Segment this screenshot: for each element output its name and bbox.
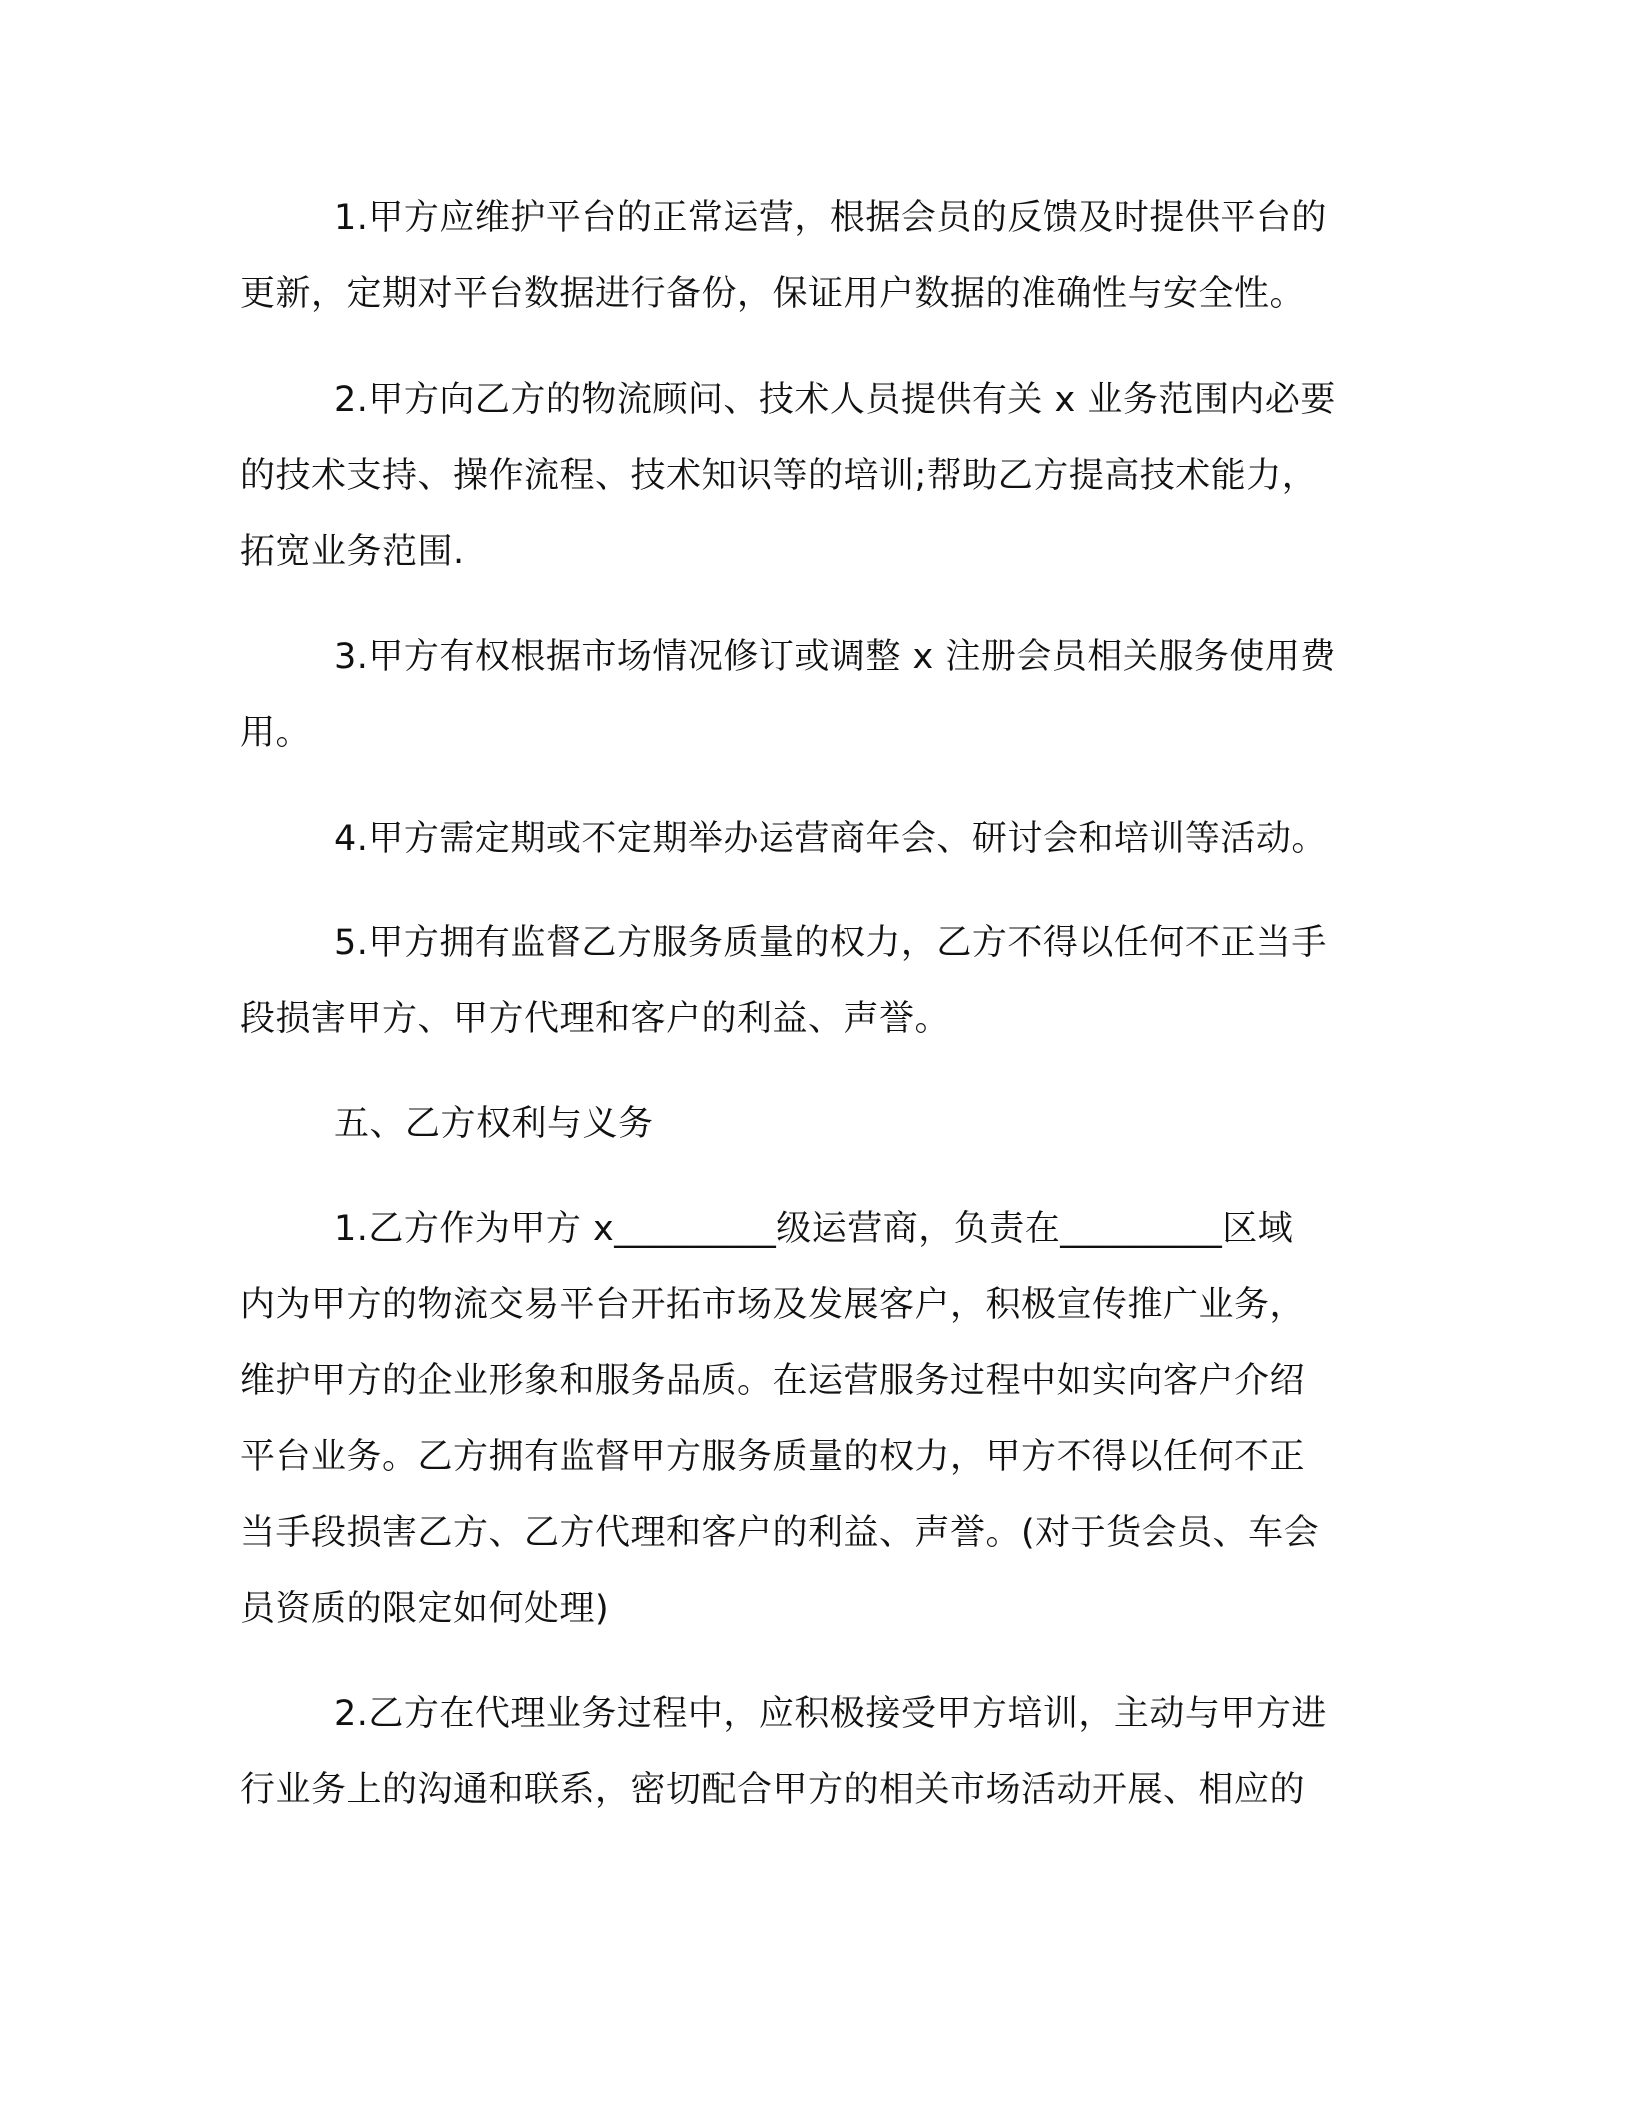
party-b-clause-1-line-4: 平台业务。乙方拥有监督甲方服务质量的权力，甲方不得以任何不正 [240,1437,1306,1477]
clause-1-line-2: 更新，定期对平台数据进行备份，保证用户数据的准确性与安全性。 [240,274,1306,314]
clause-5-line-1: 5.甲方拥有监督乙方服务质量的权力，乙方不得以任何不正当手 [334,923,1327,963]
party-b-clause-2-line-2: 行业务上的沟通和联系，密切配合甲方的相关市场活动开展、相应的 [240,1770,1306,1810]
section-heading: 五、乙方权利与义务 [334,1104,654,1144]
party-b-clause-1-line-2: 内为甲方的物流交易平台开拓市场及发展客户，积极宣传推广业务， [240,1285,1306,1325]
party-b-clause-1-line-5: 当手段损害乙方、乙方代理和客户的利益、声誉。(对于货会员、车会 [240,1513,1320,1553]
clause-1-line-1: 1.甲方应维护平台的正常运营，根据会员的反馈及时提供平台的 [334,198,1327,238]
party-b-clause-1-line-6: 员资质的限定如何处理) [240,1589,610,1629]
clause-3-line-1: 3.甲方有权根据市场情况修订或调整 x 注册会员相关服务使用费 [334,637,1336,677]
clause-2-line-3: 拓宽业务范围. [240,532,465,572]
clause-3-line-2: 用。 [240,713,312,753]
party-b-clause-2-line-1: 2.乙方在代理业务过程中，应积极接受甲方培训，主动与甲方进 [334,1694,1327,1734]
party-b-clause-1-line-1: 1.乙方作为甲方 x_________级运营商，负责在_________区域 [334,1209,1294,1249]
clause-2-line-1: 2.甲方向乙方的物流顾问、技术人员提供有关 x 业务范围内必要 [334,380,1336,420]
clause-5-line-2: 段损害甲方、甲方代理和客户的利益、声誉。 [240,999,951,1039]
clause-4-line-1: 4.甲方需定期或不定期举办运营商年会、研讨会和培训等活动。 [334,819,1327,859]
party-b-clause-1-line-3: 维护甲方的企业形象和服务品质。在运营服务过程中如实向客户介绍 [240,1361,1306,1401]
clause-2-line-2: 的技术支持、操作流程、技术知识等的培训;帮助乙方提高技术能力， [240,456,1318,496]
